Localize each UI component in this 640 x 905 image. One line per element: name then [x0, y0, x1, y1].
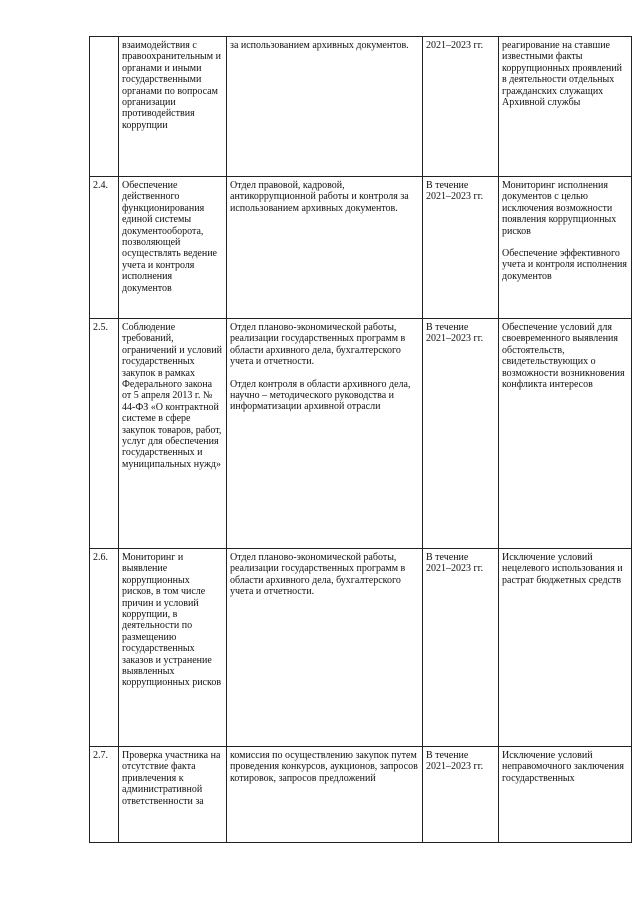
measure-cell: Мониторинг и выявление коррупционных рисков, в том числе причин и условий коррупции, в деятельности по размещению государственных заказов и устранение выявленных коррупционных рисков [119, 549, 227, 747]
row-number [90, 37, 119, 177]
result-cell: Исключение условий неправомочного заключения государственных [499, 747, 632, 843]
executor-cell: за использованием архивных документов. [227, 37, 423, 177]
table-row [90, 319, 632, 549]
term-cell: В течение 2021–2023 гг. [423, 177, 499, 319]
row-number: 2.4. [90, 177, 119, 319]
result-cell: Исключение условий нецелевого использования и растрат бюджетных средств [499, 549, 632, 747]
result-cell: Обеспечение условий для своевременного выявления обстоятельств, свидетельствующих о возможности возникновения конфликта интересов [499, 319, 632, 549]
term-cell: 2021–2023 гг. [423, 37, 499, 177]
measure-cell: Проверка участника на отсутствие факта привлечения к административной ответственности за [119, 747, 227, 843]
row-number: 2.5. [90, 319, 119, 549]
executor-cell: Отдел планово-экономической работы, реализации государственных программ в области архивного дела, бухгалтерского учета и отчетности. [227, 549, 423, 747]
table-row [90, 37, 632, 177]
result-text-2: Обеспечение эффективного учета и контроля исполнения документов [502, 248, 627, 282]
result-cell: реагирование на ставшие известными факты коррупционных проявлений в деятельности отдельных гражданских служащих Архивной службы [499, 37, 632, 177]
executor-cell [227, 319, 423, 549]
measure-cell: взаимодействия с правоохранительным и органами и иными государственными органами по вопросам организации противодействия коррупции [119, 37, 227, 177]
table-row [90, 747, 632, 843]
executor-text-2: Отдел контроля в области архивного дела, научно – методического руководства и информатизации архивной отрасли [230, 378, 411, 413]
table-row [90, 177, 632, 319]
executor-cell: комиссия по осуществлению закупок путем проведения конкурсов, аукционов, запросов котировок, запросов предложений [227, 747, 423, 843]
term-cell: В течение 2021–2023 гг. [423, 747, 499, 843]
row-number: 2.7. [90, 747, 119, 843]
executor-cell [227, 177, 423, 319]
term-cell: В течение 2021–2023 гг. [423, 549, 499, 747]
result-cell [499, 177, 632, 319]
executor-text: Отдел планово-экономической работы, реализации государственных программ в области архивного дела, бухгалтерского учета и отчетности. [230, 322, 406, 368]
table-row [90, 549, 632, 747]
row-number: 2.6. [90, 549, 119, 747]
anticorruption-plan-table [89, 36, 632, 843]
term-cell: В течение 2021–2023 гг. [423, 319, 499, 549]
result-text: Мониторинг исполнения документов с целью исключения возможности появления коррупционных рисков [502, 180, 617, 237]
measure-cell: Соблюдение требований, ограничений и условий государственных закупок в рамках Федерального закона от 5 апреля 2013 г. № 44-ФЗ «О контрактной системе в сфере закупок товаров, работ, услуг для обеспечения государственных и муниципальных нужд» [119, 319, 227, 549]
executor-text: Отдел правовой, кадровой, антикоррупционной работы и контроля за использованием архивных документов. [230, 180, 409, 214]
measure-cell: Обеспечение действенного функционирования единой системы документооборота, позволяющей осуществлять ведение учета и контроля исполнения документов [119, 177, 227, 319]
